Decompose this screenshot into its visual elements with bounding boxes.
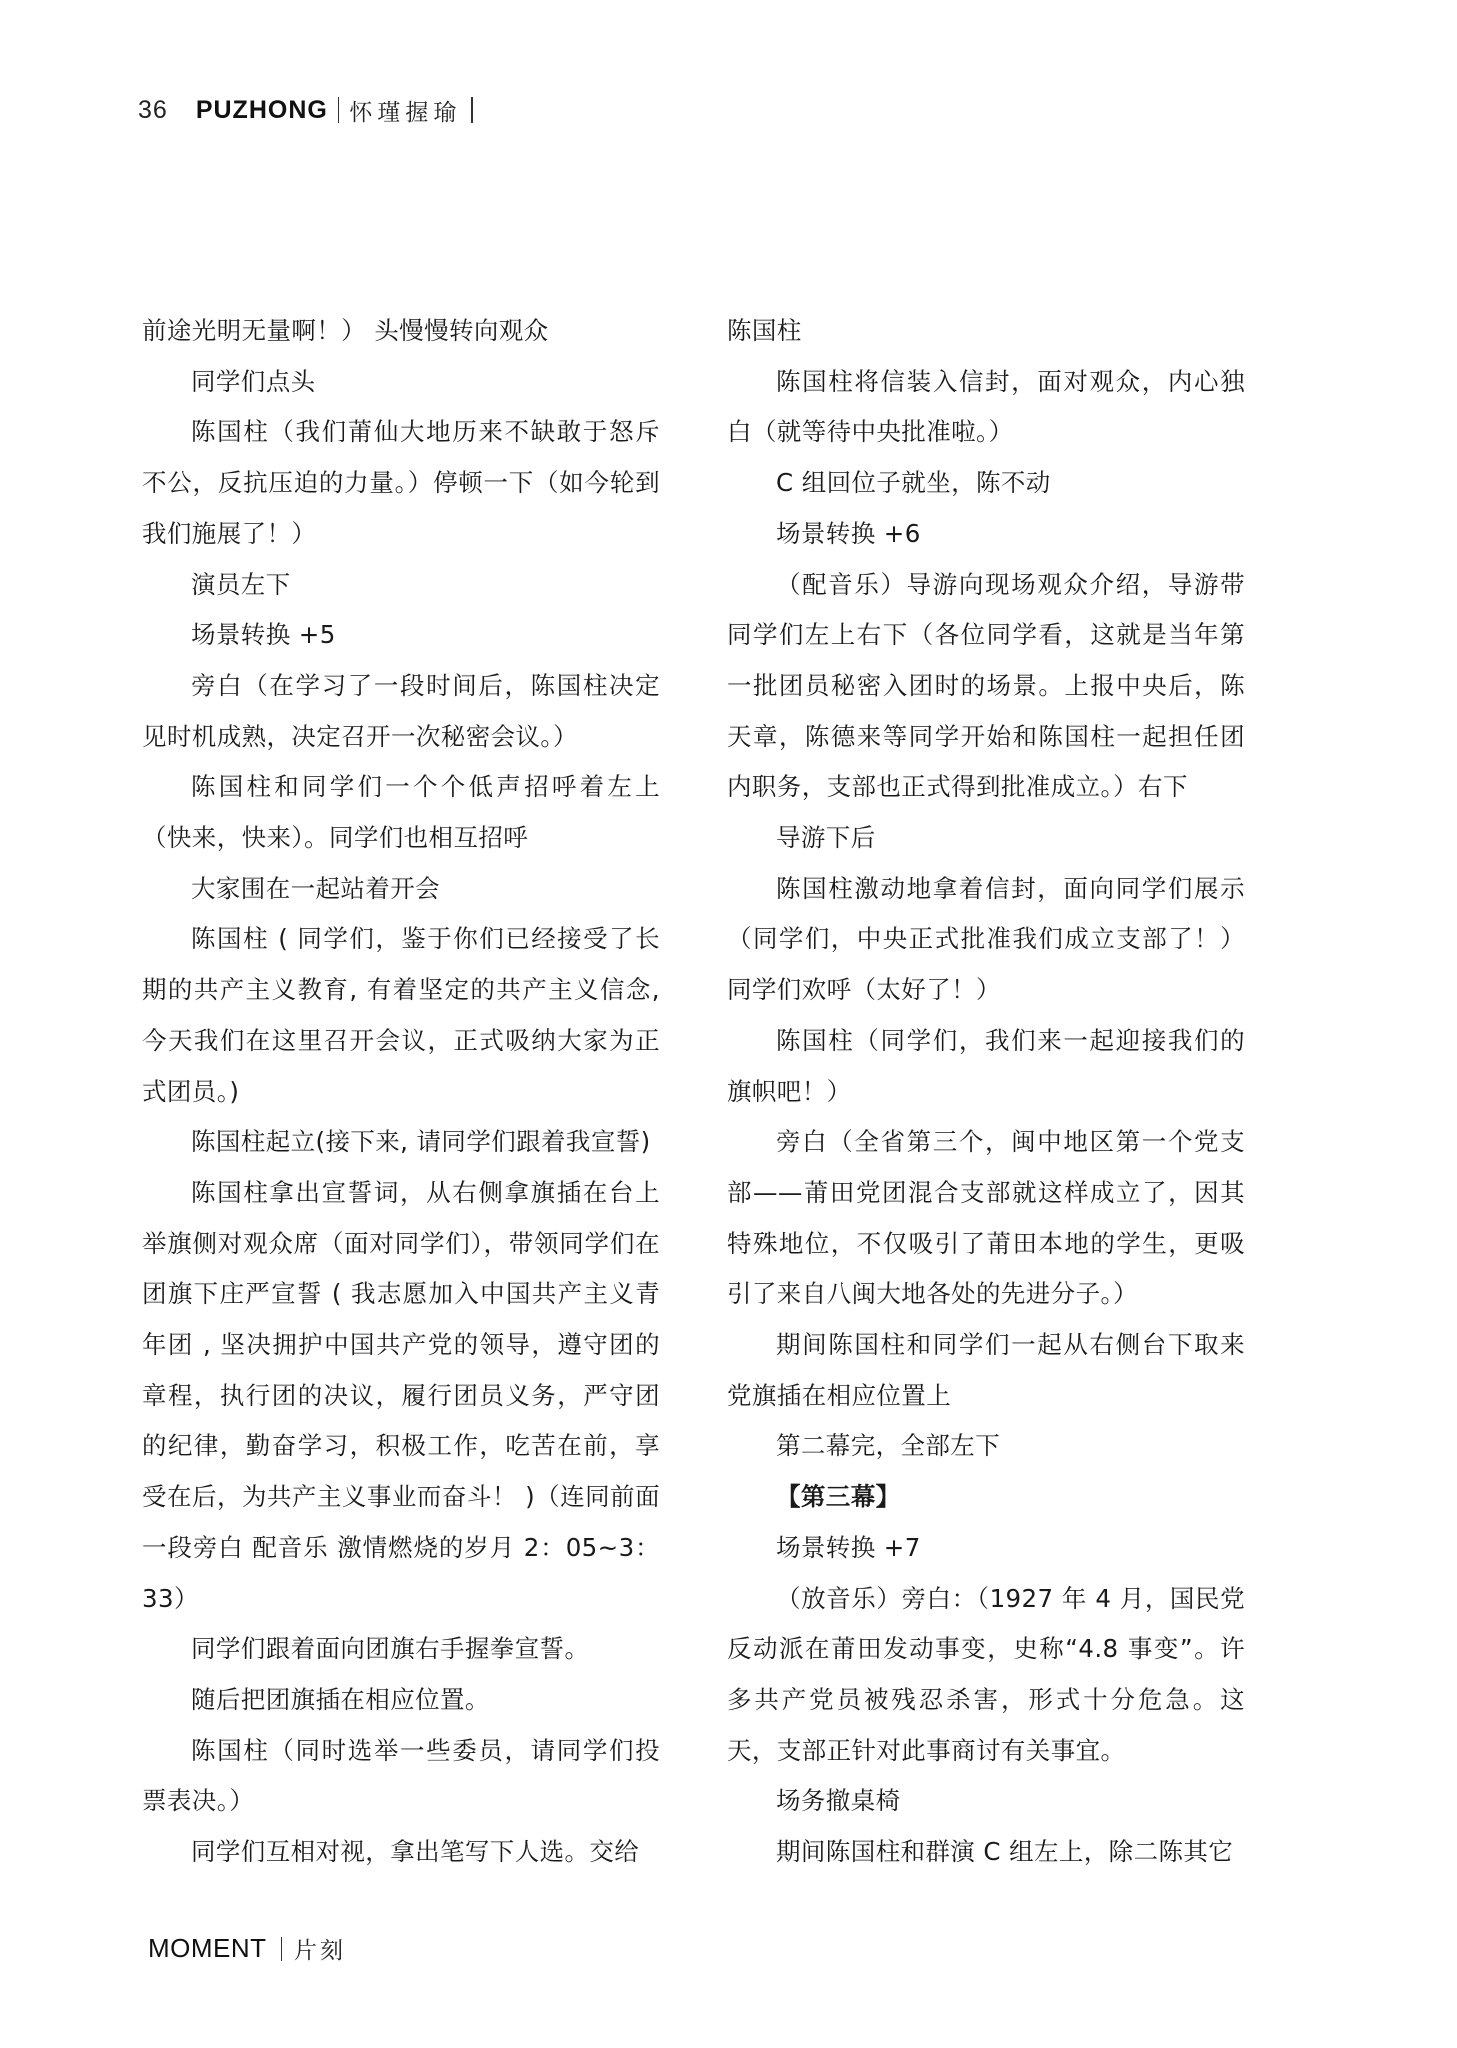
paragraph: 陈国柱将信装入信封，面对观众，内心独白（就等待中央批准啦。） <box>727 366 1245 447</box>
header-divider <box>338 97 340 123</box>
paragraph: 陈国柱 <box>727 316 802 345</box>
paragraph: （放音乐）旁白：（1927 年 4 月，国民党反动派在莆田发动事变，史称“4.8 事变”。许多共产党员被残忍杀害，形式十分危急。这天，支部正针对此事商讨有关事宜。 <box>727 1583 1245 1765</box>
right-text-column <box>727 306 1245 1878</box>
page-header <box>138 92 483 128</box>
magazine-name: PUZHONG <box>195 95 328 124</box>
paragraph: 陈国柱和同学们一个个低声招呼着左上（快来，快来）。同学们也相互招呼 <box>142 772 660 853</box>
paragraph: 期间陈国柱和群演 C 组左上，除二陈其它 <box>776 1837 1234 1867</box>
paragraph: 演员左下 <box>191 569 291 599</box>
paragraph: 陈国柱激动地拿着信封，面向同学们展示（同学们，中央正式批准我们成立支部了！）同学们欢呼（太好了！） <box>727 873 1245 1005</box>
paragraph: 同学们跟着面向团旗右手握拳宣誓。 <box>191 1634 590 1664</box>
paragraph: 陈国柱（我们莆仙大地历来不缺敢于怒斥不公，反抗压迫的力量。）停顿一下（如今轮到我们施展了！） <box>142 417 660 548</box>
left-text-column <box>142 306 660 1878</box>
paragraph: 同学们互相对视，拿出笔写下人选。交给 <box>191 1837 640 1867</box>
paragraph: 导游下后 <box>776 823 876 853</box>
footer-divider <box>281 1937 283 1961</box>
footer-section-name: MOMENT <box>148 1933 267 1963</box>
paragraph: 第二幕完，全部左下 <box>776 1431 1001 1461</box>
paragraph: 陈国柱拿出宣誓词，从右侧拿旗插在台上举旗侧对观众席（面对同学们），带领同学们在团旗下庄严宣誓 ( 我志愿加入中国共产主义青年团 , 坚决拥护中国共产党的领导，遵守团的章程，执行团的决议，履行团员义务，严守团的纪律，勤奋学习，积极工作，吃苦在前，享受在后，为共产主义事业而奋斗！ )（连同前面一段旁白 配音乐 激情燃烧的岁月 2：05~3：33） <box>142 1177 660 1613</box>
page-footer <box>148 1932 346 1965</box>
paragraph: 场景转换 +6 <box>776 518 921 548</box>
paragraph: 场景转换 +7 <box>776 1532 921 1562</box>
paragraph: 大家围在一起站着开会 <box>191 873 440 903</box>
paragraph: 场务撤桌椅 <box>776 1786 901 1816</box>
paragraph: （配音乐）导游向现场观众介绍，导游带同学们左上右下（各位同学看，这就是当年第一批团员秘密入团时的场景。上报中央后，陈天章，陈德来等同学开始和陈国柱一起担任团内职务，支部也正式得到批准成立。）右下 <box>727 569 1245 802</box>
header-divider <box>471 97 473 123</box>
paragraph: 旁白（在学习了一段时间后，陈国柱决定见时机成熟，决定召开一次秘密会议。） <box>142 670 660 751</box>
paragraph: 场景转换 +5 <box>191 620 336 650</box>
paragraph: 旁白（全省第三个，闽中地区第一个党支部——莆田党团混合支部就这样成立了，因其特殊地位，不仅吸引了莆田本地的学生，更吸引了来自八闽大地各处的先进分子。） <box>727 1127 1245 1309</box>
paragraph: C 组回位子就坐，陈不动 <box>776 468 1051 498</box>
paragraph: 【第三幕】 <box>776 1482 901 1512</box>
paragraph: 陈国柱（同学们，我们来一起迎接我们的旗帜吧！） <box>727 1025 1245 1106</box>
column-title: 怀瑾握瑜 <box>349 99 462 126</box>
paragraph: 同学们点头 <box>191 366 316 396</box>
page-number: 36 <box>138 95 168 124</box>
paragraph: 前途光明无量啊！） 头慢慢转向观众 <box>142 316 549 345</box>
paragraph: 陈国柱起立(接下来, 请同学们跟着我宣誓) <box>191 1127 651 1157</box>
footer-section-title: 片刻 <box>294 1938 347 1964</box>
paragraph: 随后把团旗插在相应位置。 <box>191 1684 490 1714</box>
paragraph: 陈国柱 ( 同学们，鉴于你们已经接受了长期的共产主义教育, 有着坚定的共产主义信念, 今天我们在这里召开会议，正式吸纳大家为正式团员。) <box>142 924 660 1106</box>
paragraph: 期间陈国柱和同学们一起从右侧台下取来党旗插在相应位置上 <box>727 1330 1245 1410</box>
paragraph: 陈国柱（同时选举一些委员，请同学们投票表决。） <box>142 1735 660 1816</box>
